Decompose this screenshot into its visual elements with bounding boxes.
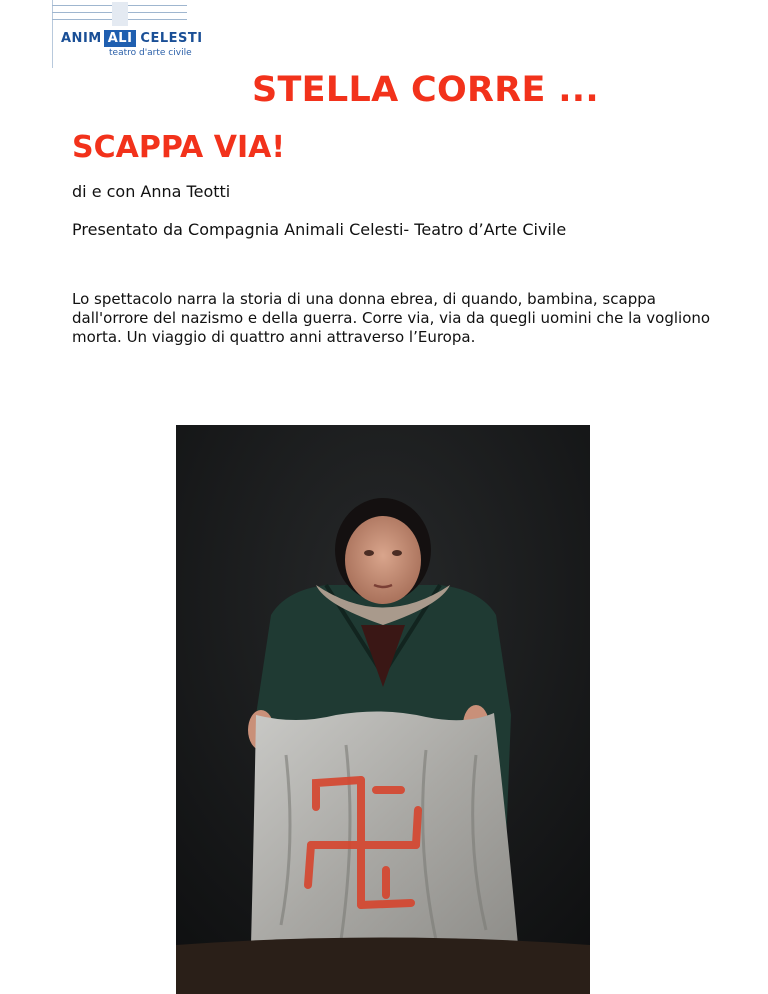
performance-photo <box>176 425 590 994</box>
logo-wordmark <box>52 30 205 47</box>
logo-word-part2: ALI <box>104 30 137 47</box>
logo-word-part3: CELESTI <box>140 31 203 46</box>
stage-floor <box>176 938 590 994</box>
presenter-credit: Presentato da Compagnia Animali Celesti- Teatro d’Arte Civile <box>72 220 567 239</box>
author-credit: di e con Anna Teotti <box>72 182 231 201</box>
logo-shade <box>112 2 128 26</box>
show-description: Lo spettacolo narra la storia di una donna ebrea, di quando, bambina, scappa dall'orrore del nazismo e della guerra. Corre via, via da quegli uomini che la vogliono morta. Un viaggio di quattro anni attraverso l’Europa. <box>72 290 711 346</box>
company-logo <box>52 0 222 68</box>
logo-word-part1: ANIM <box>61 31 102 46</box>
logo-tagline: teatro d'arte civile <box>109 48 192 58</box>
page-subtitle: SCAPPA VIA! <box>72 130 286 165</box>
face <box>345 516 421 604</box>
photo-illustration <box>176 425 590 994</box>
page-title: STELLA CORRE ... <box>252 70 599 110</box>
